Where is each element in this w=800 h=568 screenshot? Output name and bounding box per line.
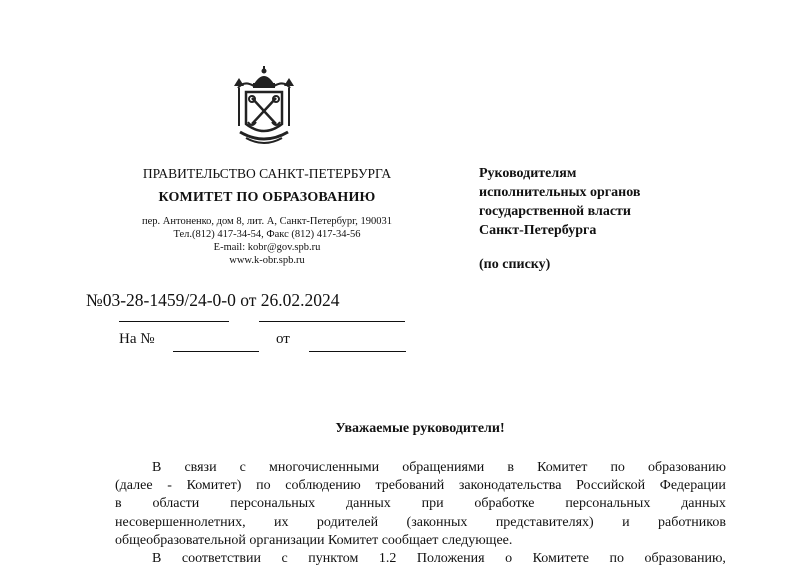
reply-date-field — [309, 351, 406, 352]
addressee-block — [479, 164, 640, 240]
body-word: (законных — [406, 514, 468, 530]
underline — [119, 321, 229, 322]
body-word: требований — [375, 478, 445, 494]
website: www.k-obr.spb.ru — [229, 255, 305, 266]
body-word: законодательства — [458, 478, 562, 494]
body-word: их — [274, 514, 289, 530]
reply-to-label: На № — [119, 331, 155, 347]
body-word: данных — [681, 496, 726, 512]
reply-number-field — [173, 351, 259, 352]
body-word: при — [421, 496, 444, 512]
body-word: обращениями — [402, 460, 485, 475]
body-word: персональных — [230, 496, 316, 512]
body-word: Комитет) — [186, 478, 242, 494]
body-word: В — [152, 551, 162, 567]
greeting: Уважаемые руководители! — [335, 421, 505, 436]
body-word: образованию — [648, 460, 726, 475]
body-word: работников — [657, 514, 726, 530]
body-word: общеобразовательной организации Комитет сообщает следующее. — [115, 532, 513, 548]
registration-number: №03-28-1459/24-0-0 от 26.02.2024 — [86, 290, 340, 310]
body-word: области — [152, 496, 200, 512]
letter-body — [115, 459, 726, 568]
body-word: персональных — [565, 496, 651, 512]
body-word: и — [622, 514, 630, 530]
body-word: с — [239, 460, 246, 475]
body-word: пунктом — [308, 551, 359, 567]
addressee-note: (по списку) — [479, 257, 551, 272]
body-line — [115, 495, 726, 513]
body-word: представителях) — [495, 514, 594, 530]
body-word: соблюдению — [285, 478, 361, 494]
body-word: связи — [184, 460, 217, 475]
body-word: по — [609, 551, 625, 567]
body-word: родителей — [316, 514, 379, 530]
government-name: ПРАВИТЕЛЬСТВО САНКТ-ПЕТЕРБУРГА — [142, 166, 392, 181]
underline — [259, 321, 405, 322]
body-word: Федерации — [659, 478, 726, 494]
body-word: Комитет — [537, 460, 588, 475]
address: пер. Антоненко, дом 8, лит. А, Санкт-Петербург, 190031 — [142, 216, 392, 227]
body-word: (далее — [115, 478, 153, 494]
body-line — [115, 550, 726, 568]
body-word: в — [115, 496, 122, 512]
body-word: Положения — [416, 551, 485, 567]
body-word: образованию, — [644, 551, 726, 567]
addressee-line: исполнительных органов — [479, 185, 641, 200]
body-line — [115, 532, 726, 550]
body-word: по — [610, 460, 625, 475]
body-line — [115, 477, 726, 495]
coat-of-arms-emblem — [226, 66, 302, 148]
body-word: Российской — [576, 478, 646, 494]
body-word: Комитете — [532, 551, 590, 567]
body-word: В — [152, 460, 162, 475]
committee-name: КОМИТЕТ ПО ОБРАЗОВАНИЮ — [158, 190, 376, 205]
body-word: данных — [346, 496, 391, 512]
body-word: в — [507, 460, 515, 475]
body-word: о — [505, 551, 513, 567]
body-line — [115, 459, 726, 477]
body-word: многочисленными — [269, 460, 380, 475]
body-word: несовершеннолетних, — [115, 514, 246, 530]
body-word: - — [167, 478, 172, 494]
body-word: обработке — [474, 496, 535, 512]
from-label: от — [276, 331, 290, 347]
body-word: 1.2 — [378, 551, 397, 567]
body-word: с — [281, 551, 288, 567]
body-word: соответствии — [181, 551, 261, 567]
addressee-line: Руководителям — [479, 166, 577, 181]
addressee-line: Санкт-Петербурга — [479, 223, 597, 238]
addressee-line: государственной власти — [479, 204, 631, 219]
body-line — [115, 514, 726, 532]
phone-fax: Тел.(812) 417-34-54, Факс (812) 417-34-56 — [173, 229, 361, 240]
body-word: по — [256, 478, 271, 494]
email: E-mail: kobr@gov.spb.ru — [213, 242, 321, 253]
